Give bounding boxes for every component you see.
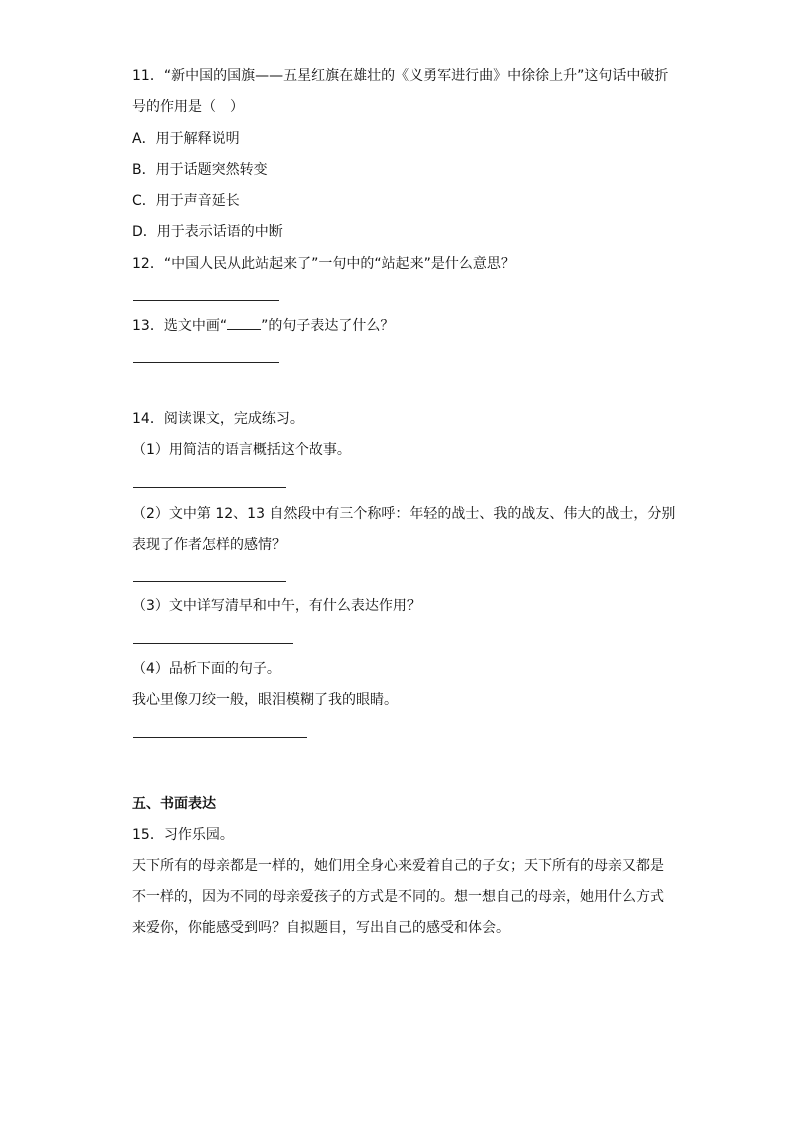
q14-sub4: （4）品析下面的句子。	[132, 661, 281, 677]
section-5-heading: 五、书面表达	[132, 796, 216, 812]
q12-stem: 12．“中国人民从此站起来了”一句中的“站起来”是什么意思？	[132, 256, 515, 272]
q14-sub1: （1）用简洁的语言概括这个故事。	[132, 442, 351, 458]
q12-answer-line[interactable]	[133, 300, 279, 301]
q13-inline-blank	[227, 316, 261, 330]
q13-stem	[132, 316, 394, 336]
q14-sub2-answer-line[interactable]	[133, 581, 286, 582]
q14-sentence: 我心里像刀绞一般，眼泪模糊了我的眼睛。	[132, 692, 398, 708]
q13-stem-suffix: ”的句子表达了什么？	[261, 318, 395, 334]
q14-sub3-answer-line[interactable]	[133, 643, 293, 644]
q14-title: 14．阅读课文，完成练习。	[132, 411, 304, 427]
q14-sub2-line1: （2）文中第 12、13 自然段中有三个称呼：年轻的战士、我的战友、伟大的战士，分别	[132, 506, 676, 522]
q14-sub1-answer-line[interactable]	[133, 487, 286, 488]
q11-stem-line2: 号的作用是（ ）	[132, 99, 244, 115]
q15-title: 15．习作乐园。	[132, 827, 234, 843]
q11-option-b[interactable]: B．用于话题突然转变	[132, 162, 268, 178]
q11-option-a[interactable]: A．用于解释说明	[132, 131, 240, 147]
q14-sub2-line2: 表现了作者怎样的感情？	[132, 537, 286, 553]
q11-option-c[interactable]: C．用于声音延长	[132, 193, 240, 209]
q11-option-d[interactable]: D．用于表示话语的中断	[132, 224, 283, 240]
q15-paragraph-line2: 不一样的，因为不同的母亲爱孩子的方式是不同的。想一想自己的母亲，她用什么方式	[132, 889, 664, 905]
q15-paragraph-line1: 天下所有的母亲都是一样的，她们用全身心来爱着自己的子女；天下所有的母亲又都是	[132, 858, 664, 874]
q11-stem-line1: 11．“新中国的国旗——五星红旗在雄壮的《义勇军进行曲》中徐徐上升”这句话中破折	[132, 68, 669, 84]
q14-sub4-answer-line[interactable]	[133, 737, 307, 738]
q13-stem-prefix: 13．选文中画“	[132, 318, 228, 334]
q15-paragraph-line3: 来爱你，你能感受到吗？自拟题目，写出自己的感受和体会。	[132, 920, 510, 936]
q14-sub3: （3）文中详写清早和中午，有什么表达作用？	[132, 598, 421, 614]
q13-answer-line[interactable]	[133, 362, 279, 363]
